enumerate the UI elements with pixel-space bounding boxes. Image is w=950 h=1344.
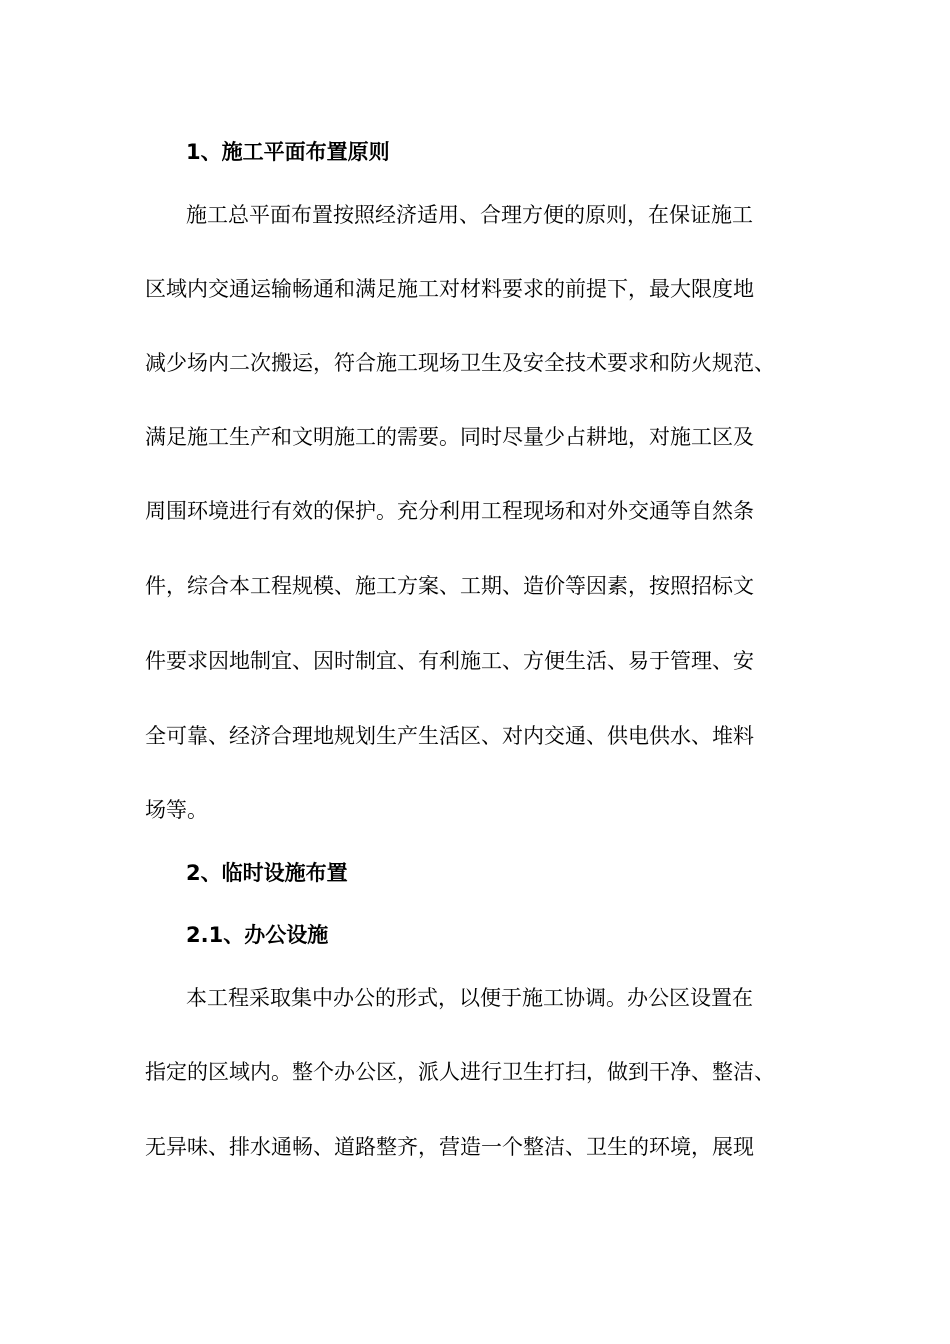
paragraph-line: 区域内交通运输畅通和满足施工对材料要求的前提下，最大限度地: [145, 277, 754, 301]
paragraph-line: 件要求因地制宜、因时制宜、有利施工、方便生活、易于管理、安: [145, 649, 754, 673]
paragraph-line: 指定的区域内。整个办公区，派人进行卫生打扫，做到干净、整洁、: [145, 1060, 775, 1084]
paragraph-line: 满足施工生产和文明施工的需要。同时尽量少占耕地，对施工区及: [145, 425, 754, 449]
paragraph-line: 无异味、排水通畅、道路整齐，营造一个整洁、卫生的环境，展现: [145, 1135, 754, 1159]
paragraph-line: 场等。: [145, 798, 208, 822]
section-1-heading: 1、施工平面布置原则: [186, 140, 390, 164]
paragraph-line: 件，综合本工程规模、施工方案、工期、造价等因素，按照招标文: [145, 574, 754, 598]
paragraph-line: 周围环境进行有效的保护。充分利用工程现场和对外交通等自然条: [145, 499, 754, 523]
section-2-heading: 2、临时设施布置: [186, 861, 348, 885]
paragraph-line: 全可靠、经济合理地规划生产生活区、对内交通、供电供水、堆料: [145, 724, 754, 748]
paragraph-line: 本工程采取集中办公的形式，以便于施工协调。办公区设置在: [186, 986, 753, 1010]
paragraph-line: 减少场内二次搬运，符合施工现场卫生及安全技术要求和防火规范、: [145, 351, 775, 375]
paragraph-line: 施工总平面布置按照经济适用、合理方便的原则，在保证施工: [186, 203, 753, 227]
section-2-1-heading: 2.1、办公设施: [186, 923, 329, 947]
